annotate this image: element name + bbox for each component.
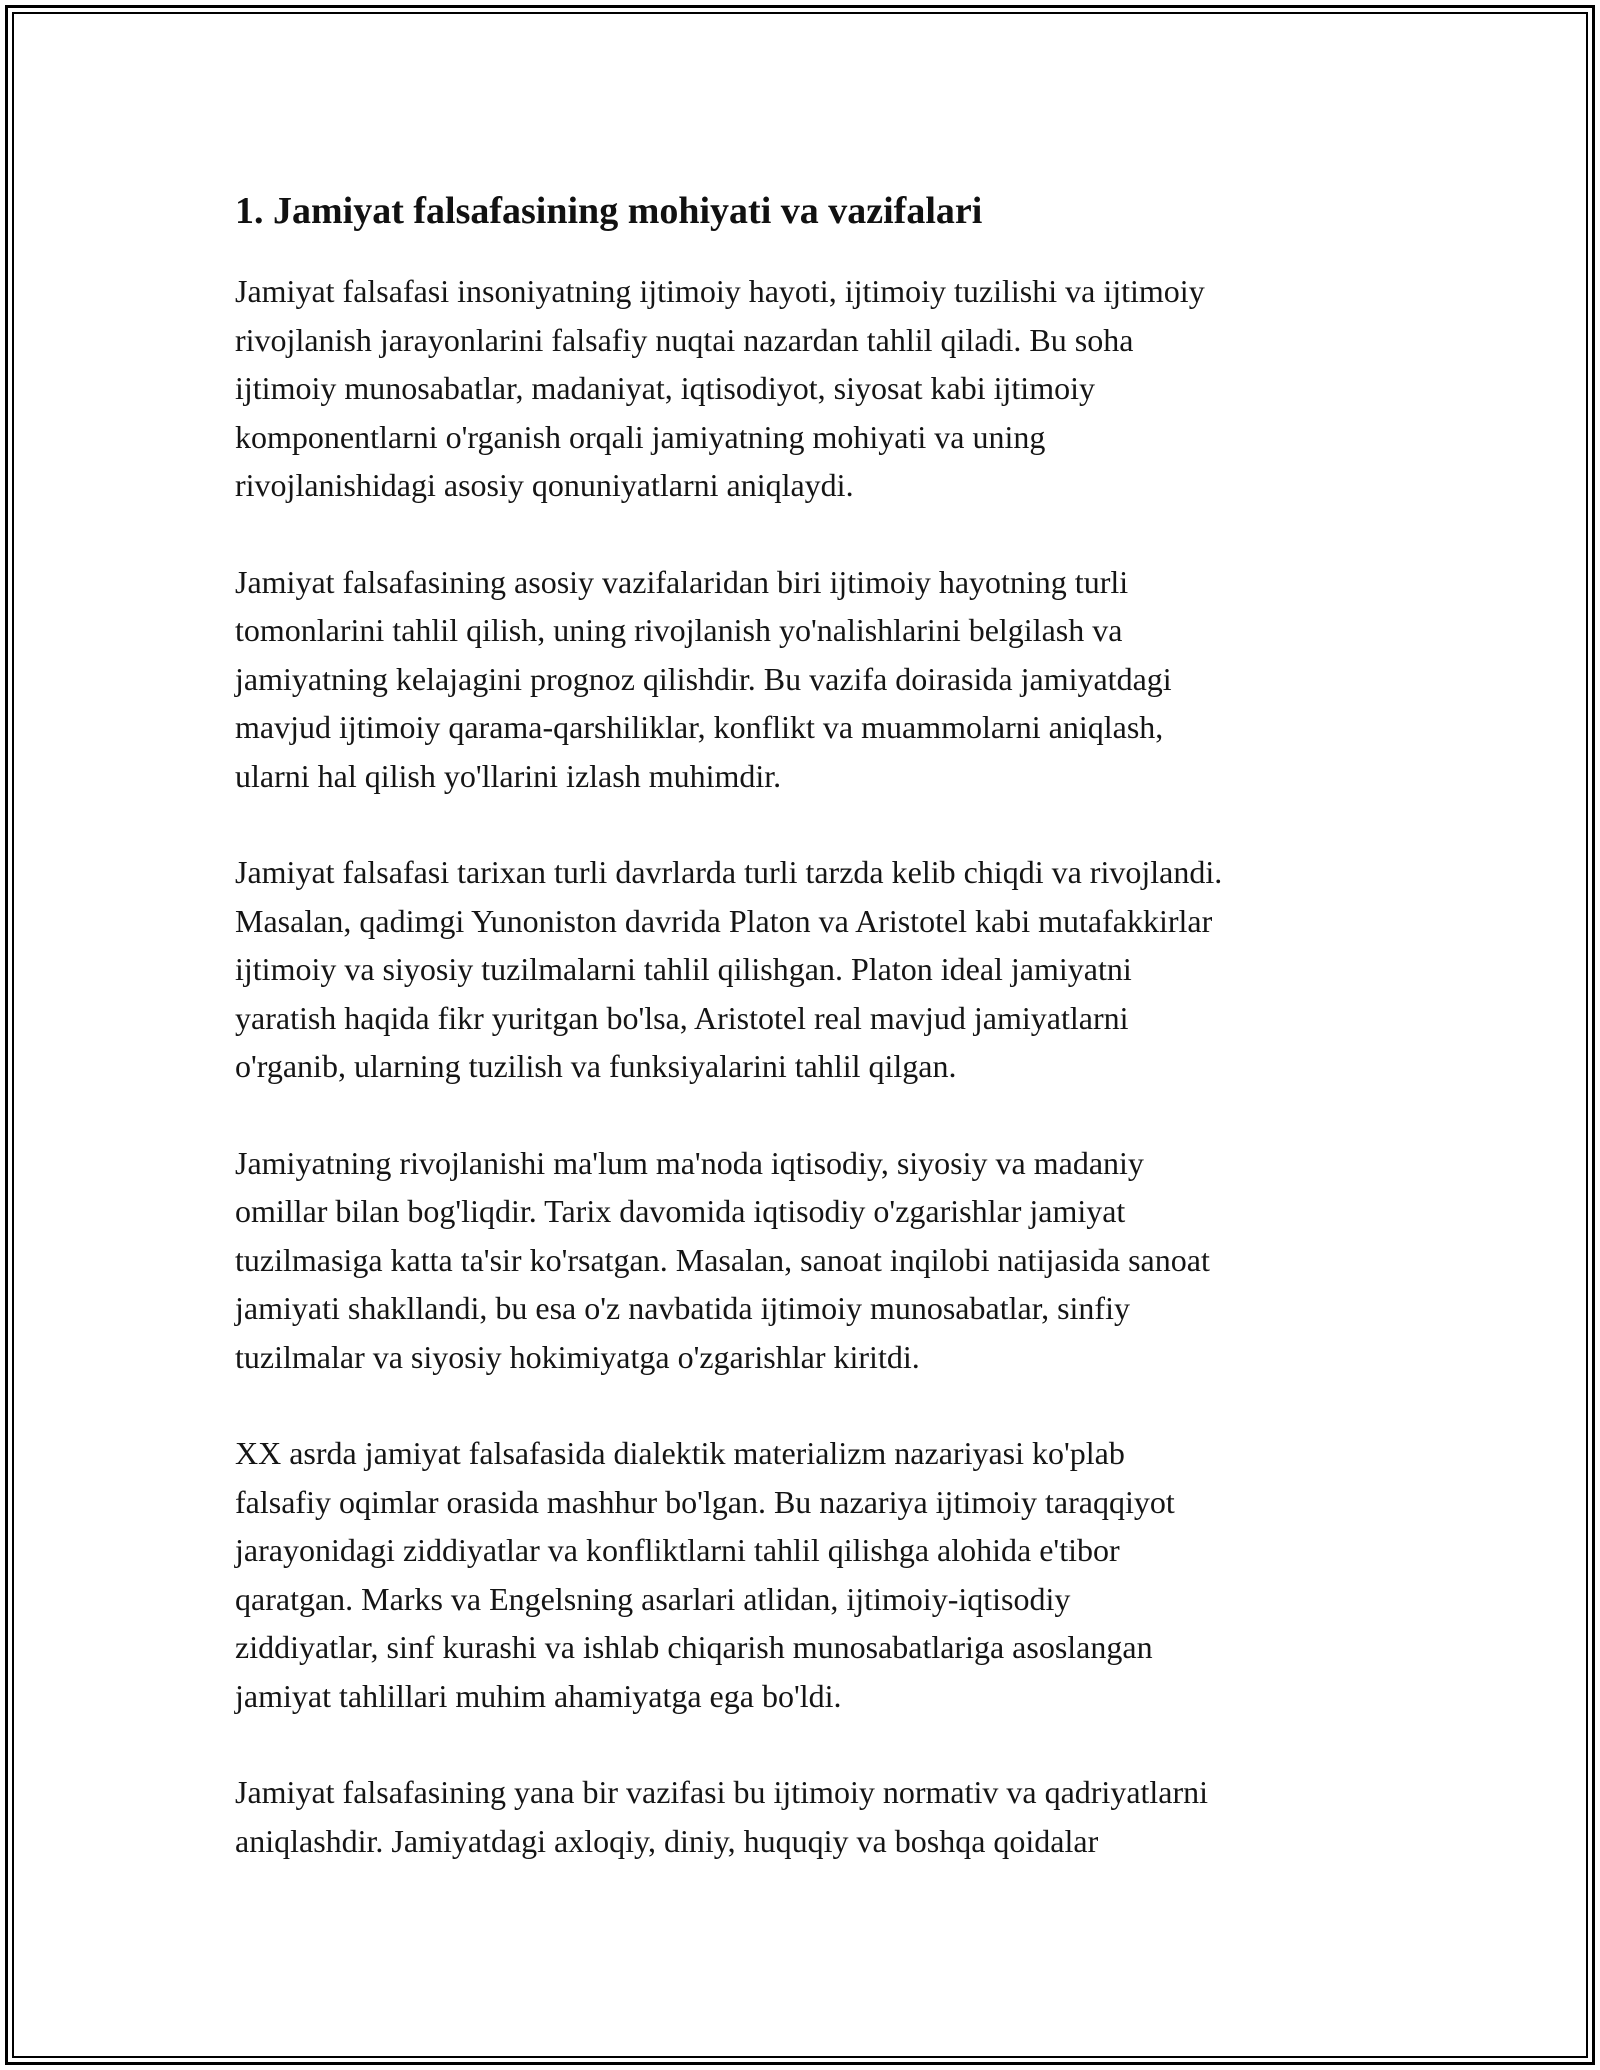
paragraph-2: Jamiyat falsafasining asosiy vazifalaridan biri ijtimoiy hayotning turli tomonlarini tahlil qilish, uning rivojlanish yo'nalishlarini belgilash va jamiyatning kelajagini prognoz qilishdir. Bu vazifa doirasida jamiyatdagi mavjud ijtimoiy qarama-qarshiliklar, konflikt va muammolarni aniqlash, ularni hal qilish yo'llarini izlash muhimdir. <box>235 563 1172 794</box>
paragraph-6: Jamiyat falsafasining yana bir vazifasi bu ijtimoiy normativ va qadriyatlarni aniqlashdir. Jamiyatdagi axloqiy, diniy, huquqiy va boshqa qoidalar <box>235 1774 1209 1859</box>
section-heading: 1. Jamiyat falsafasining mohiyati va vazifalari <box>235 190 983 232</box>
paragraph-4: Jamiyatning rivojlanishi ma'lum ma'noda iqtisodiy, siyosiy va madaniy omillar bilan bog'liqdir. Tarix davomida iqtisodiy o'zgarishlar jamiyat tuzilmasiga katta ta'sir ko'rsatgan. Masalan, sanoat inqilobi natijasida sanoat jamiyati shakllandi, bu esa o'z navbatida ijtimoiy munosabatlar, sinfiy tuzilmalar va siyosiy hokimiyatga o'zgarishlar kiritdi. <box>235 1144 1210 1375</box>
document-body <box>235 185 1385 1913</box>
paragraph-3: Jamiyat falsafasi tarixan turli davrlarda turli tarzda kelib chiqdi va rivojlandi. Masalan, qadimgi Yunoniston davrida Platon va Aristotel kabi mutafakkirlar ijtimoiy va siyosiy tuzilmalarni tahlil qilishgan. Platon ideal jamiyatni yaratish haqida fikr yuritgan bo'lsa, Aristotel real mavjud jamiyatlarni o'rganib, ularning tuzilish va funksiyalarini tahlil qilgan. <box>235 854 1223 1084</box>
paragraph-5: XX asrda jamiyat falsafasida dialektik materializm nazariyasi ko'plab falsafiy oqimlar orasida mashhur bo'lgan. Bu nazariya ijtimoiy taraqqiyot jarayonidagi ziddiyatlar va konfliktlarni tahlil qilishga alohida e'tibor qaratgan. Marks va Engelsning asarlari atlidan, ijtimoiy-iqtisodiy ziddiyatlar, sinf kurashi va ishlab chiqarish munosabatlariga asoslangan jamiyat tahlillari muhim ahamiyatga ega bo'ldi. <box>235 1435 1175 1714</box>
paragraph-1: Jamiyat falsafasi insoniyatning ijtimoiy hayoti, ijtimoiy tuzilishi va ijtimoiy rivojlanish jarayonlarini falsafiy nuqtai nazardan tahlil qiladi. Bu soha ijtimoiy munosabatlar, madaniyat, iqtisodiyot, siyosat kabi ijtimoiy komponentlarni o'rganish orqali jamiyatning mohiyati va uning rivojlanishidagi asosiy qonuniyatlarni aniqlaydi. <box>235 273 1205 503</box>
